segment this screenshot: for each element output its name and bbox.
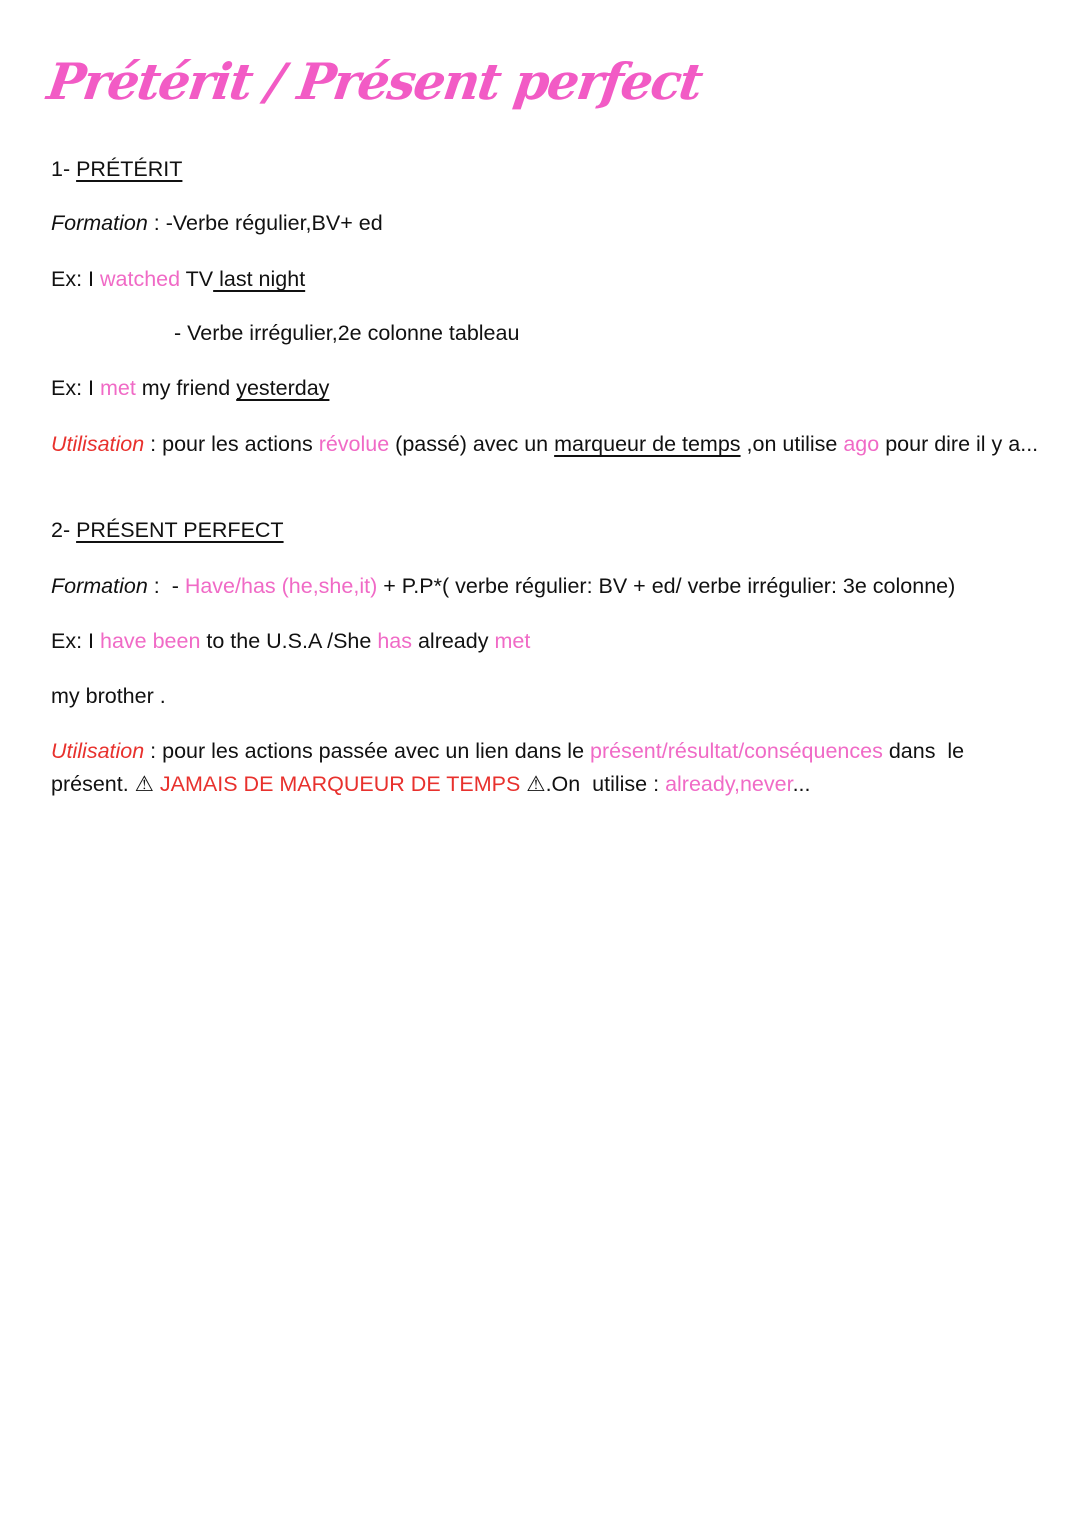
formation-label: Formation [51, 211, 148, 235]
warning-text: JAMAIS DE MARQUEUR DE TEMPS [153, 772, 527, 796]
section-1-heading [51, 153, 1041, 186]
usage-label: Utilisation [51, 739, 145, 763]
highlight: révolue [318, 432, 390, 456]
heading-label: PRÉSENT PERFECT [76, 518, 284, 542]
present-perfect-usage [51, 735, 1041, 801]
text: my friend [135, 376, 237, 400]
highlight: have been [99, 629, 201, 653]
page-title: Prétérit / Présent perfect [43, 52, 705, 111]
text: Ex: I [51, 629, 100, 653]
highlight: ago [843, 432, 880, 456]
text: : - [147, 574, 185, 598]
text: ,on utilise [740, 432, 844, 456]
text: : pour les actions passée avec un lien dans le [144, 739, 591, 763]
highlight: already,never [665, 772, 793, 796]
highlighted-verb: met [99, 376, 136, 400]
preterit-formation [51, 207, 1041, 240]
section-2-heading [51, 514, 1041, 547]
highlight: Have/has (he,she,it) [184, 574, 378, 598]
preterit-usage [51, 428, 1041, 461]
text: to the U.S.A /She [200, 629, 378, 653]
time-marker: last night [213, 267, 306, 291]
warning-icon: ⚠ [526, 772, 546, 796]
present-perfect-example [51, 625, 1041, 658]
highlight: has [377, 629, 412, 653]
highlight: met [494, 629, 531, 653]
text: .On utilise : [545, 772, 666, 796]
warning-icon: ⚠ [134, 772, 154, 796]
preterit-example-1 [51, 263, 1041, 296]
present-perfect-example-cont: my brother . [51, 684, 166, 708]
time-marker: marqueur de temps [554, 432, 741, 456]
text: : pour les actions [144, 432, 319, 456]
text: already [411, 629, 495, 653]
heading-label: PRÉTÉRIT [76, 157, 183, 181]
heading-number: 2- [51, 518, 77, 542]
preterit-example-2 [51, 372, 1041, 405]
highlight: présent/résultat/conséquences [590, 739, 883, 763]
heading-number: 1- [51, 157, 77, 181]
text: pour dire il y a... [879, 432, 1039, 456]
text: dans le présent. [51, 739, 971, 796]
text: ... [792, 772, 811, 796]
text: TV [180, 267, 214, 291]
preterit-irregular: - Verbe irrégulier,2e colonne tableau [174, 321, 520, 345]
present-perfect-formation [51, 570, 1041, 603]
time-marker: yesterday [236, 376, 330, 400]
usage-label: Utilisation [51, 432, 145, 456]
formation-label: Formation [51, 574, 148, 598]
text: + P.P*( verbe régulier: BV + ed/ verbe irrégulier: 3e colonne) [377, 574, 956, 598]
text: Ex: I [51, 376, 100, 400]
text: (passé) avec un [389, 432, 555, 456]
highlighted-verb: watched [99, 267, 181, 291]
text: Ex: I [51, 267, 100, 291]
formation-text: : -Verbe régulier,BV+ ed [147, 211, 383, 235]
